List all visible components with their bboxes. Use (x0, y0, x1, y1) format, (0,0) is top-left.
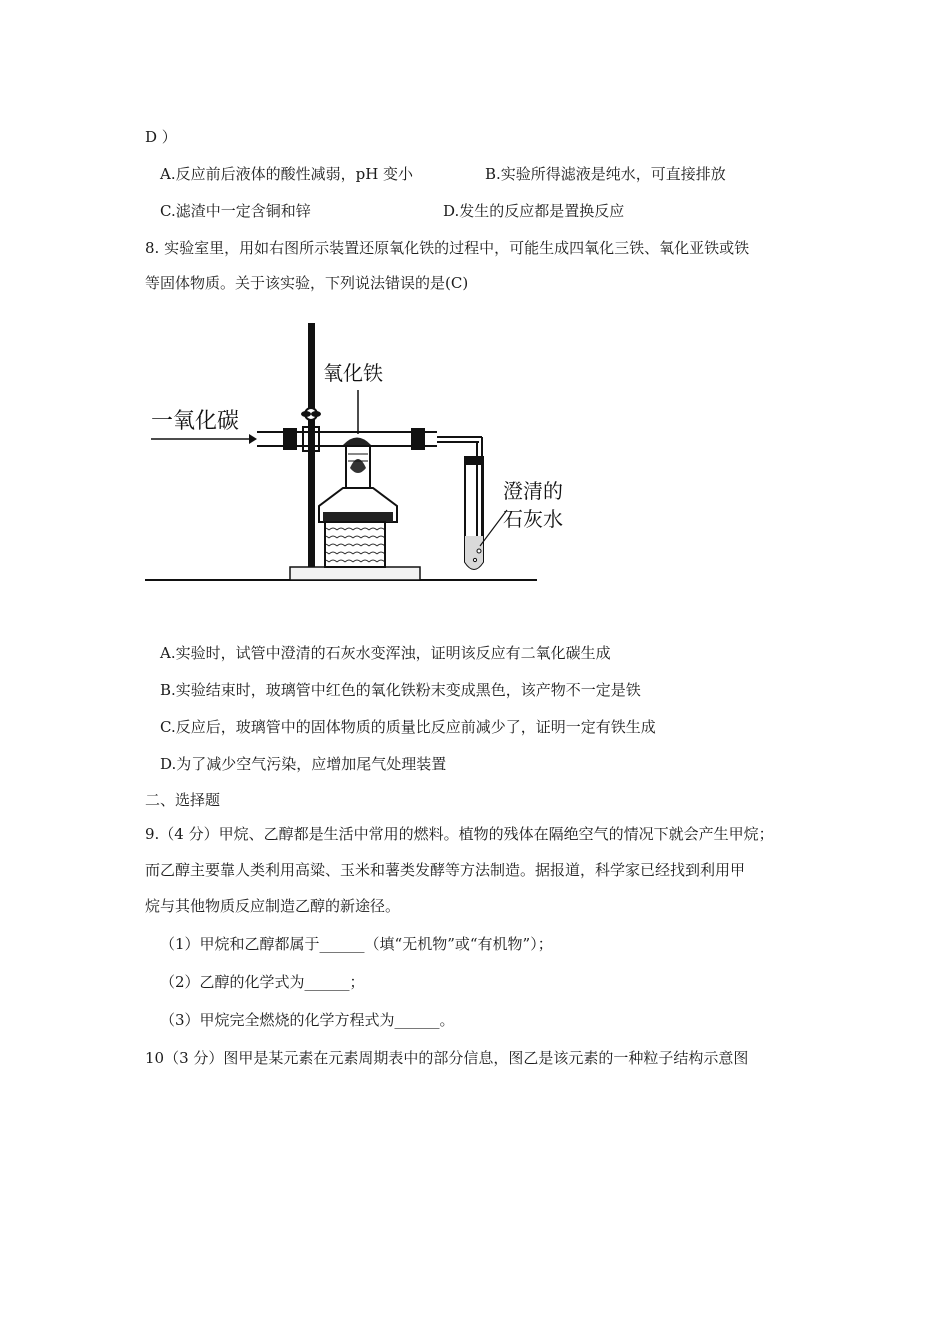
co-reduction-apparatus-figure (145, 318, 563, 618)
label-carbon-monoxide: 一氧化碳 (151, 409, 240, 434)
label-limewater-line-1: 澄清的 (503, 479, 563, 503)
section-title: 二、选择题 (145, 791, 221, 809)
co-inlet-arrow (151, 434, 257, 444)
wooden-block (325, 522, 385, 567)
q9-stem-line-1: 9.（4 分）甲烷、乙醇都是生活中常用的燃料。植物的残体在隔绝空气的情况下就会产生甲烷； (145, 825, 774, 843)
q8-option-c: C.反应后，玻璃管中的固体物质的质量比反应前减少了，证明一定有铁生成 (160, 718, 656, 736)
q7-option-d: D.发生的反应都是置换反应 (443, 202, 625, 220)
q10-stem-line-1: 10（3 分）图甲是某元素在元素周期表中的部分信息，图乙是该元素的一种粒子结构示意图 (145, 1049, 749, 1067)
bench-base (145, 567, 537, 580)
q8-stem-line-2: 等固体物质。关于该实验，下列说法错误的是(C) (145, 274, 469, 292)
q9-sub-question-2: （2）乙醇的化学式为______； (160, 973, 365, 991)
q7-option-a: A.反应前后液体的酸性减弱，pH 变小 (160, 165, 414, 183)
label-iron-oxide: 氧化铁 (323, 361, 383, 385)
outlet-pipe (437, 437, 482, 553)
q7-option-b: B.实验所得滤液是纯水，可直接排放 (485, 165, 726, 183)
q7-option-header: D ） (145, 128, 177, 146)
q8-option-a: A.实验时，试管中澄清的石灰水变浑浊，证明该反应有二氧化碳生成 (160, 644, 611, 662)
iron-oxide-powder (343, 438, 371, 446)
q8-option-b: B.实验结束时，玻璃管中红色的氧化铁粉末变成黑色，该产物不一定是铁 (160, 681, 641, 699)
q9-stem-line-3: 烷与其他物质反应制造乙醇的新途径。 (145, 897, 401, 915)
alcohol-lamp-flame (346, 446, 370, 488)
q9-stem-line-2: 而乙醇主要靠人类利用高粱、玉米和薯类发酵等方法制造。据报道，科学家已经找到利用甲 (145, 861, 746, 879)
q7-option-c: C.滤渣中一定含铜和锌 (160, 202, 311, 220)
alcohol-lamp (319, 488, 397, 522)
q9-sub-question-3: （3）甲烷完全燃烧的化学方程式为______。 (160, 1011, 455, 1029)
q8-option-d: D.为了减少空气污染，应增加尾气处理装置 (160, 755, 447, 773)
label-limewater-line-2: 石灰水 (503, 507, 563, 531)
clamp (301, 408, 321, 420)
q8-stem-line-1: 8. 实验室里，用如右图所示装置还原氧化铁的过程中，可能生成四氧化三铁、氧化亚铁或铁 (145, 239, 750, 257)
q9-sub-question-1: （1）甲烷和乙醇都属于______（填“无机物”或“有机物”）； (160, 935, 553, 953)
